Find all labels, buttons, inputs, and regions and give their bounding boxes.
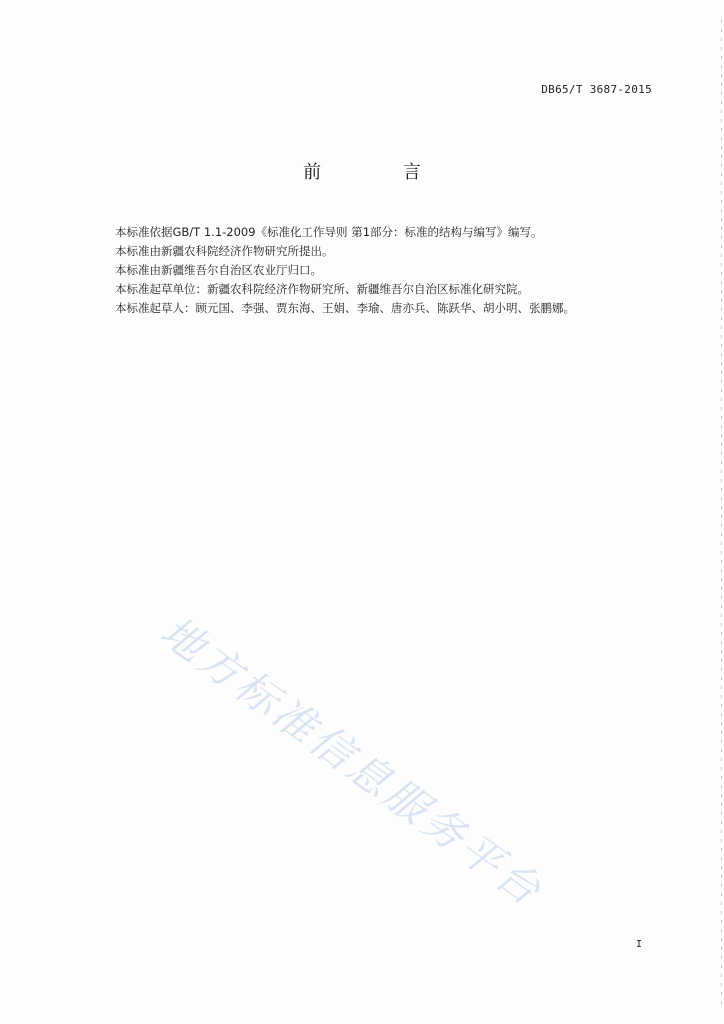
watermark: 地方标准信息服务平台 <box>151 606 553 917</box>
paragraph-basis: 本标准依据GB/T 1.1-2009《标准化工作导则 第1部分：标准的结构与编写》编写。 <box>115 225 543 239</box>
page-number: I <box>636 939 643 950</box>
paragraph-drafters: 本标准起草人：顾元国、李强、贾东海、王娟、李瑜、唐亦兵、陈跃华、胡小明、张鹏娜。 <box>115 301 575 315</box>
standard-code: DB65/T 3687-2015 <box>541 83 652 96</box>
scan-edge-divider <box>721 20 722 1010</box>
paragraph-proposer: 本标准由新疆农科院经济作物研究所提出。 <box>115 244 334 258</box>
paragraph-centralized: 本标准由新疆维吾尔自治区农业厅归口。 <box>115 263 322 277</box>
paragraph-drafting-units: 本标准起草单位：新疆农科院经济作物研究所、新疆维吾尔自治区标准化研究院。 <box>115 282 529 296</box>
foreword-body <box>115 223 675 318</box>
page-title: 前 言 <box>303 162 459 183</box>
